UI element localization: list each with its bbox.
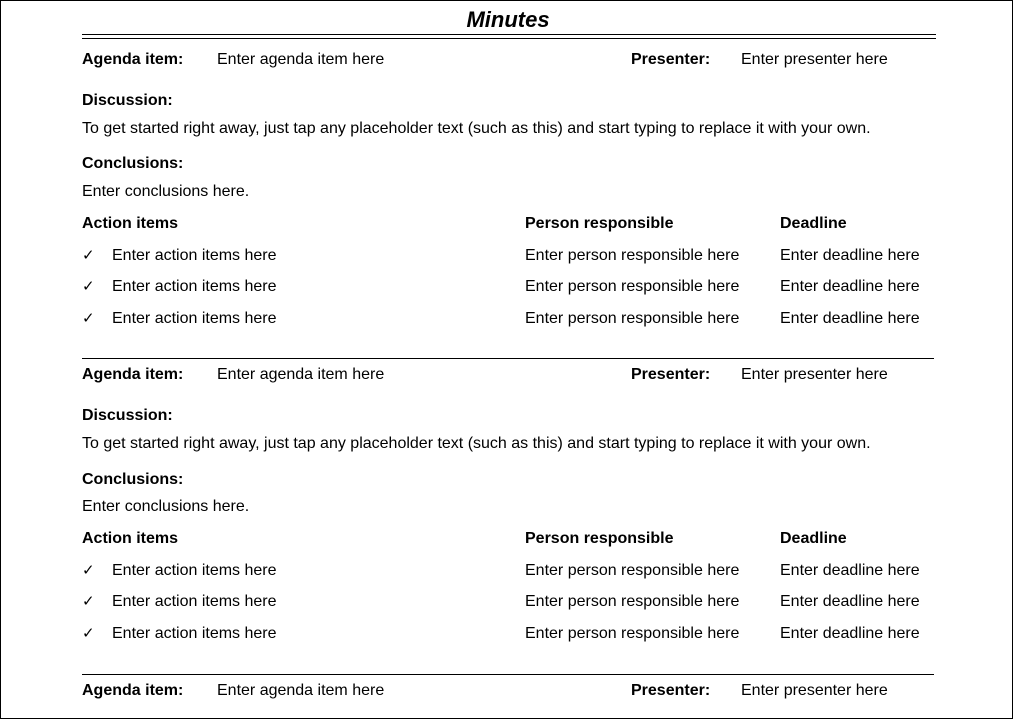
person-responsible-field[interactable]: Enter person responsible here [525, 625, 740, 642]
deadline-field[interactable]: Enter deadline here [780, 310, 920, 327]
checkmark-icon: ✓ [82, 562, 95, 579]
conclusions-field[interactable]: Enter conclusions here. [82, 498, 250, 515]
action-item-field[interactable]: Enter action items here [112, 278, 277, 295]
action-item-field[interactable]: Enter action items here [112, 593, 277, 610]
conclusions-field[interactable]: Enter conclusions here. [82, 183, 250, 200]
agenda-item-field[interactable]: Enter agenda item here [217, 682, 385, 699]
agenda-item-label: Agenda item: [82, 682, 184, 699]
section-divider [82, 674, 934, 675]
discussion-field[interactable]: To get started right away, just tap any placeholder text (such as this) and start typing to replace it with your own. [82, 435, 871, 452]
person-responsible-field[interactable]: Enter person responsible here [525, 278, 740, 295]
person-responsible-field[interactable]: Enter person responsible here [525, 310, 740, 327]
checkmark-icon: ✓ [82, 593, 95, 610]
agenda-item-label: Agenda item: [82, 51, 184, 68]
action-item-field[interactable]: Enter action items here [112, 247, 277, 264]
checkmark-icon: ✓ [82, 310, 95, 327]
agenda-item-label: Agenda item: [82, 366, 184, 383]
presenter-field[interactable]: Enter presenter here [741, 682, 888, 699]
section-divider [82, 358, 934, 359]
person-responsible-header: Person responsible [525, 530, 674, 547]
presenter-field[interactable]: Enter presenter here [741, 366, 888, 383]
agenda-item-field[interactable]: Enter agenda item here [217, 51, 385, 68]
discussion-field[interactable]: To get started right away, just tap any placeholder text (such as this) and start typing to replace it with your own. [82, 120, 871, 137]
action-items-header: Action items [82, 215, 179, 232]
deadline-field[interactable]: Enter deadline here [780, 625, 920, 642]
agenda-item-field[interactable]: Enter agenda item here [217, 366, 385, 383]
checkmark-icon: ✓ [82, 247, 95, 264]
discussion-label: Discussion: [82, 92, 173, 109]
document-title[interactable]: Minutes [466, 7, 550, 32]
title-double-rule [82, 34, 936, 39]
deadline-header: Deadline [780, 530, 847, 547]
deadline-field[interactable]: Enter deadline here [780, 593, 920, 610]
deadline-header: Deadline [780, 215, 847, 232]
checkmark-icon: ✓ [82, 625, 95, 642]
deadline-field[interactable]: Enter deadline here [780, 562, 920, 579]
conclusions-label: Conclusions: [82, 155, 184, 172]
person-responsible-field[interactable]: Enter person responsible here [525, 593, 740, 610]
deadline-field[interactable]: Enter deadline here [780, 278, 920, 295]
action-item-field[interactable]: Enter action items here [112, 625, 277, 642]
discussion-label: Discussion: [82, 407, 173, 424]
conclusions-label: Conclusions: [82, 471, 184, 488]
person-responsible-header: Person responsible [525, 215, 674, 232]
presenter-label: Presenter: [631, 51, 711, 68]
presenter-label: Presenter: [631, 366, 711, 383]
checkmark-icon: ✓ [82, 278, 95, 295]
deadline-field[interactable]: Enter deadline here [780, 247, 920, 264]
person-responsible-field[interactable]: Enter person responsible here [525, 247, 740, 264]
action-item-field[interactable]: Enter action items here [112, 562, 277, 579]
action-items-header: Action items [82, 530, 179, 547]
action-item-field[interactable]: Enter action items here [112, 310, 277, 327]
presenter-field[interactable]: Enter presenter here [741, 51, 888, 68]
person-responsible-field[interactable]: Enter person responsible here [525, 562, 740, 579]
presenter-label: Presenter: [631, 682, 711, 699]
